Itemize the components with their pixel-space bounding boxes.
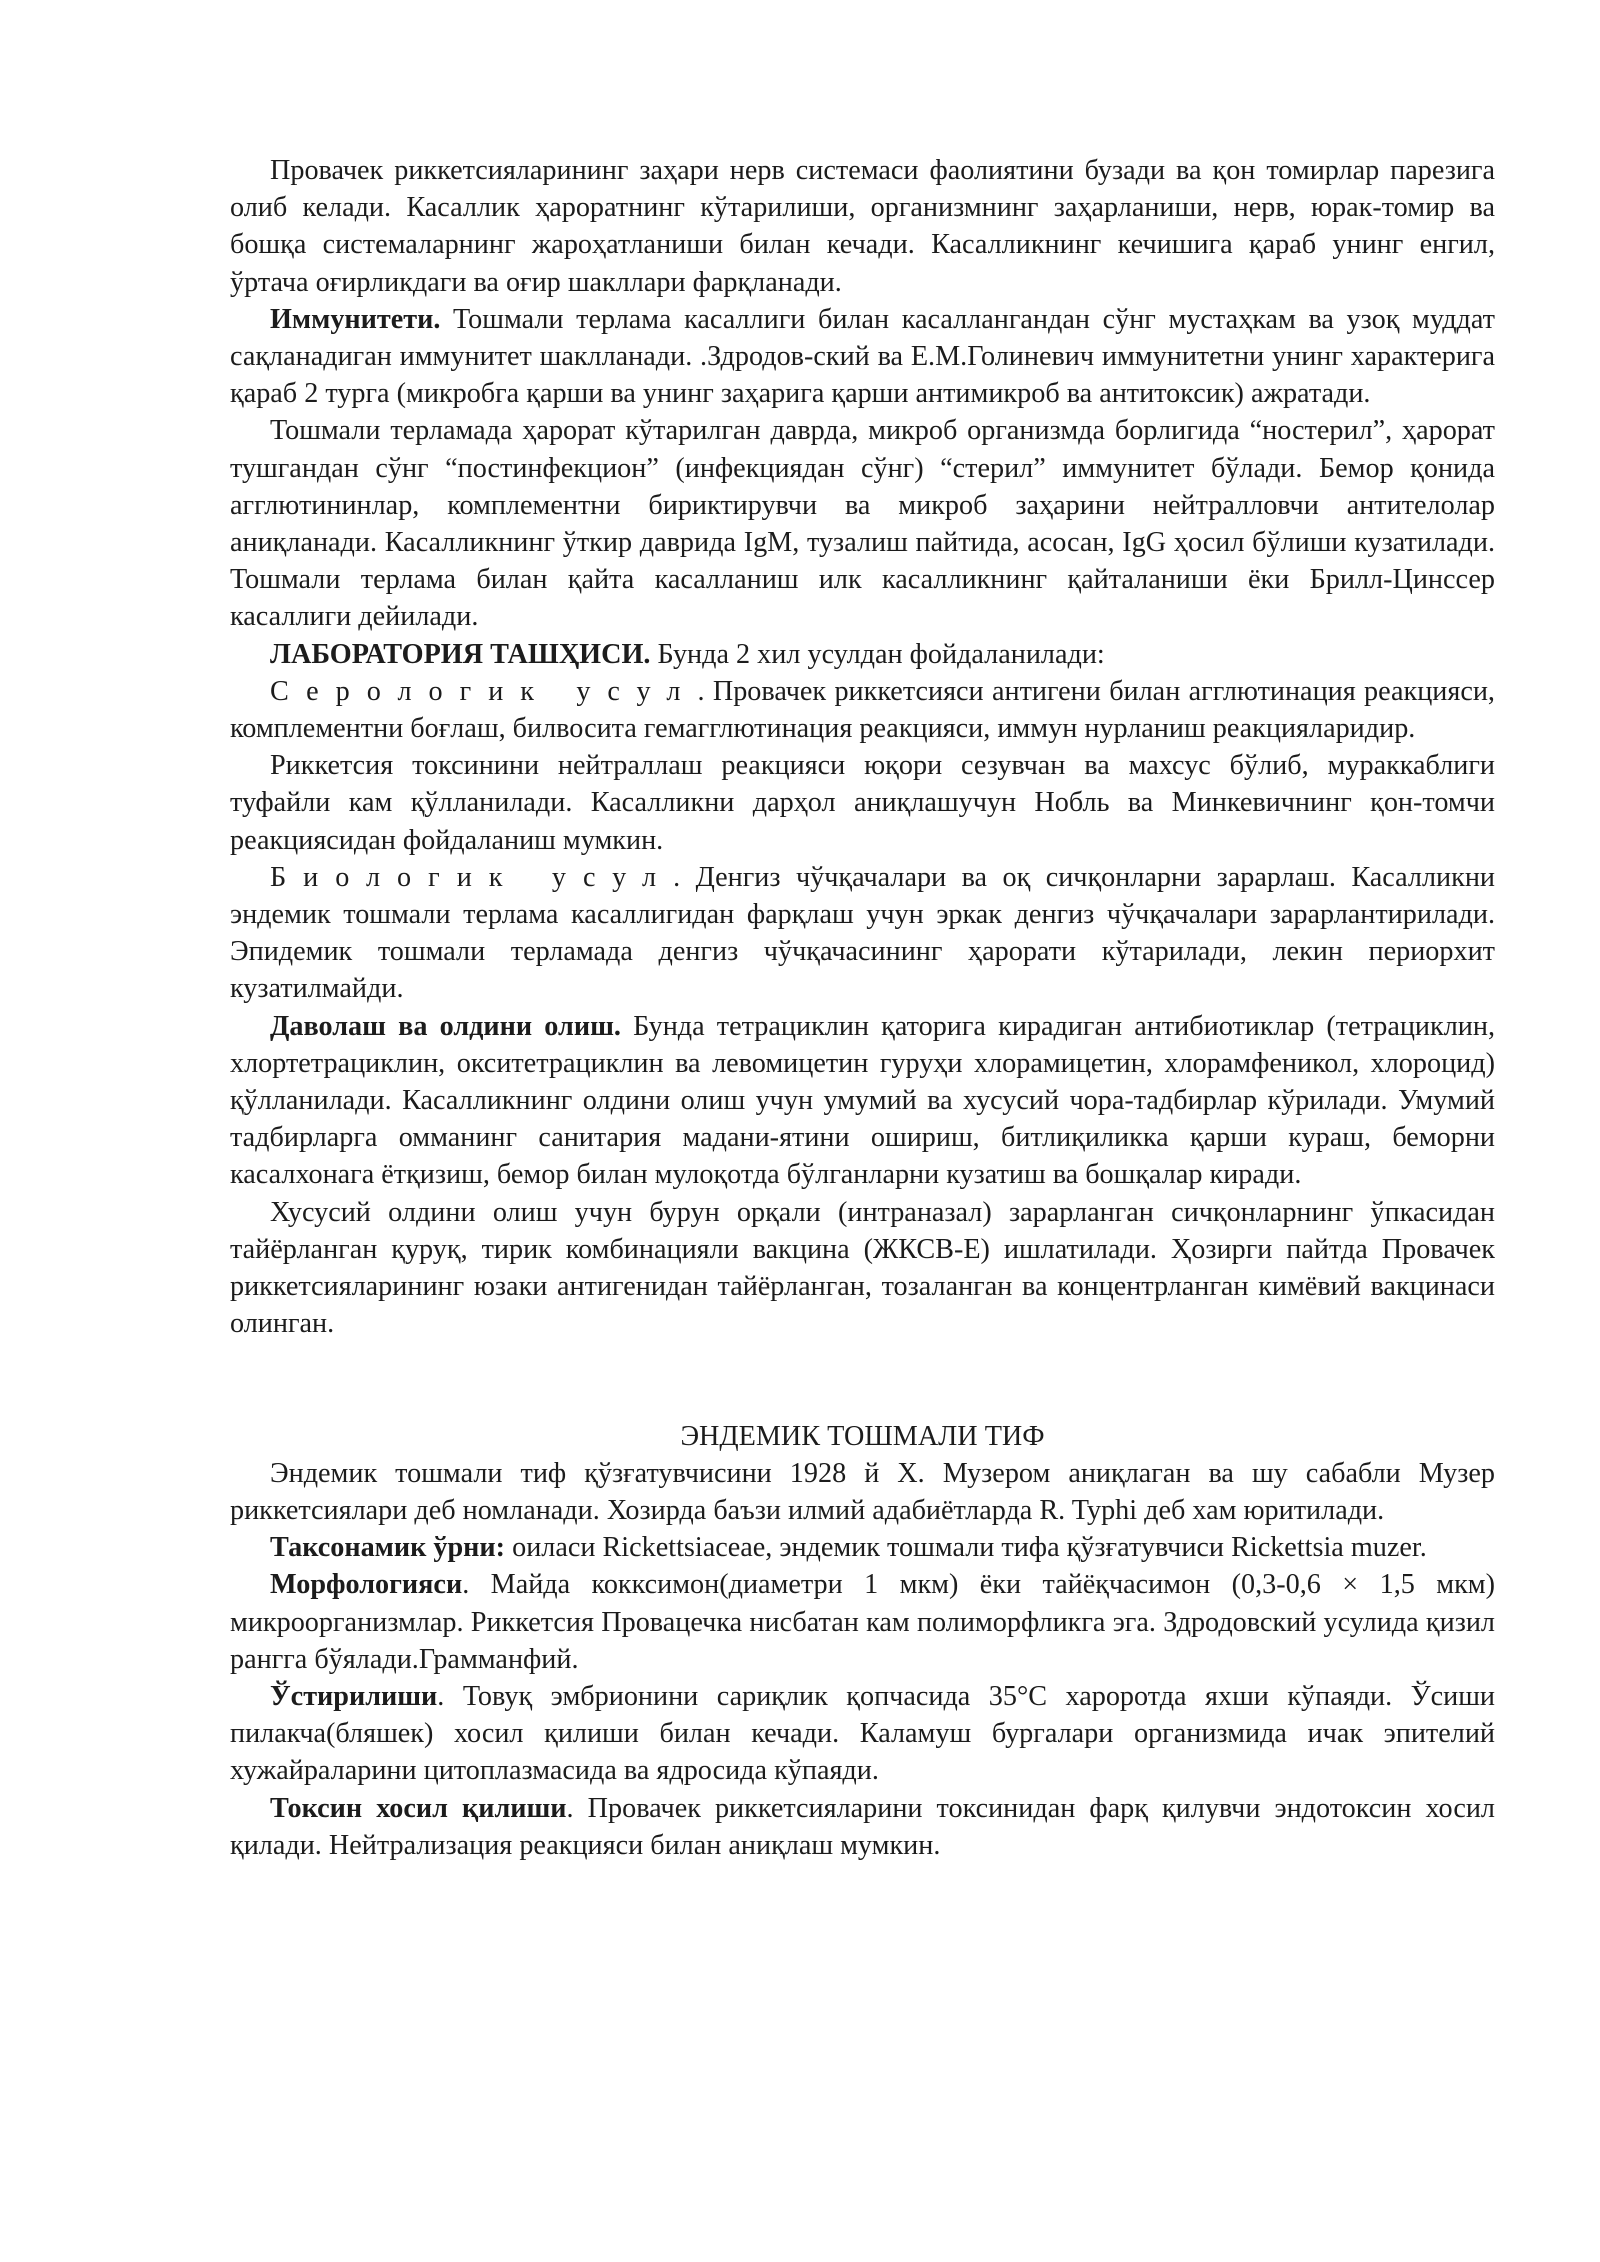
paragraph-serologic-method [230, 673, 1495, 747]
paragraph-treatment [230, 1008, 1495, 1194]
paragraph-text: Риккетсия токсинини нейтраллаш реакцияси юқори сезувчан ва махсус бўлиб, мураккаблиги туфайли кам қўлланилади. Касалликни дарҳол аниқлашучун Нобль ва Минкевичнинг қон-томчи реакциясидан фойдаланиш мумкин. [230, 750, 1495, 856]
paragraph-text: . Провачек риккетсияларини токсинидан фарқ қилувчи эндотоксин хосил қилади. Нейтрализация реакцияси билан аниқлаш мумкин. [230, 1792, 1495, 1861]
paragraph-text: Эндемик тошмали тиф қўзғатувчисини 1928 й Х. Музером аниқлаган ва шу сабабли Музер риккетсиялари деб номланади. Хозирда баъзи илмий адабиётларда R. Typhi деб хам юритилади. [230, 1457, 1495, 1526]
paragraph-text: . Товуқ эмбрионини сариқлик қопчасида 35°С хароротда яхши кўпаяди. Ўсиши пилакча(бляшек) хосил қилиши билан кечади. Каламуш бургалари организмида ичак эпителий хужайраларини цитоплазмасида ва ядросида кўпаяди. [230, 1680, 1495, 1787]
heading-biologic-method: Биологик усул [270, 861, 674, 893]
paragraph-lab-diagnosis [230, 636, 1495, 673]
paragraph-immunity [230, 301, 1495, 413]
paragraph-text: . Денгиз чўчқачалари ва оқ сичқонларни зарарлаш. Касалликни эндемик тошмали терлама касаллигидан фарқлаш учун эркак денгиз чўчқачалари зарарлантирилади. Эпидемик тошмали терламада денгиз чўчқачасининг ҳарорати кўтарилади, лекин периорхит кузатилмайди. [230, 861, 1495, 1005]
paragraph-text: Хусусий олдини олиш учун бурун орқали (интраназал) зарарланган сичқонларнинг ўпкасидан тайёрланган қуруқ, тирик комбинацияли вакцина (ЖКСВ-Е) ишлатилади. Ҳозирги пайтда Провачек риккетсияларининг юзаки антигенидан тайёрланган, тозаланган ва концентрланган кимёвий вакцинаси олинган. [230, 1196, 1495, 1340]
paragraph-immunity-types [230, 412, 1495, 635]
paragraph-text: Тошмали терлама касаллиги билан касаллангандан сўнг мустаҳкам ва узоқ муддат сақланадиган иммунитет шаклланади. .Здродов-ский ва Е.М.Голиневич иммунитетни унинг характерига қараб 2 турга (микробга қарши ва унинг заҳарига қарши антимикроб ва антитоксик) ажратади. [230, 303, 1495, 410]
paragraph-text: Тошмали терламада ҳарорат кўтарилган даврда, микроб организмда борлигида “ностерил”, ҳарорат тушгандан сўнг “постинфекцион” (инфекциядан сўнг) “стерил” иммунитет бўлади. Бемор қонида агглютининлар, комплементни бириктирувчи ва микроб заҳарини нейтралловчи антителолар аниқланади. Касалликнинг ўткир даврида IgM, тузалиш пайтида, асосан, IgG ҳосил бўлиши кузатилади. Тошмали терлама билан қайта касалланиш илк касалликнинг қайталаниши ёки Брилл-Цинссер касаллиги дейилади. [230, 415, 1495, 633]
paragraph-text: . Провачек риккетсияси антигени билан агглютинация реакцияси, комплементни боғлаш, билвосита гемагглютинация реакцияси, иммун нурланиш реакцияларидир. [230, 675, 1495, 745]
paragraph-toxin-production [230, 1790, 1495, 1864]
paragraph-text: . Майда кокксимон(диаметри 1 мкм) ёки тайёқчасимон (0,3-0,6 × 1,5 мкм) микроорганизмлар. Риккетсия Провацечка нисбатан кам полиморфликга эга. Здродовский усулида қизил рангга бўялади.Грамманфий. [230, 1569, 1495, 1675]
paragraph-specific-prevention [230, 1194, 1495, 1343]
paragraph-taxonomy [230, 1529, 1495, 1566]
heading-treatment: Даволаш ва олдини олиш. [270, 1010, 621, 1042]
heading-serologic-method: Серологик усул [270, 675, 698, 707]
paragraph-toxin-effects [230, 152, 1495, 301]
paragraph-text: оиласи Rickettsiaceae, эндемик тошмали тифа қўзғатувчиси Rickettsia muzer. [505, 1532, 1427, 1564]
paragraph-text: Бунда 2 хил усулдан фойдаланилади: [650, 638, 1105, 670]
section-title-text: ЭНДЕМИК ТОШМАЛИ ТИФ [680, 1420, 1045, 1452]
paragraph-text: Бунда тетрациклин қаторига кирадиган антибиотиклар (тетрациклин, хлортетрациклин, окситетрациклин ва левомицетин гуруҳи хлорамицетин, хлорамфеникол, хлороцид) қўлланилади. Касалликнинг олдини олиш учун умумий ва хусусий чора-тадбирлар кўрилади. Умумий тадбирларга омманинг санитария мадани-ятини ошириш, битлиқиликка қарши кураш, беморни касалхонага ётқизиш, бемор билан мулоқотда бўлганларни кузатиш ва бошқалар киради. [230, 1010, 1495, 1191]
heading-toxin-production: Токсин хосил қилиши [270, 1792, 567, 1824]
heading-lab-diagnosis: ЛАБОРАТОРИЯ ТАШҲИСИ. [270, 638, 651, 670]
paragraph-toxin-neutralization [230, 747, 1495, 859]
heading-cultivation: Ўстирилиши [270, 1680, 438, 1712]
paragraph-text: Провачек риккетсияларининг заҳари нерв системаси фаолиятини бузади ва қон томирлар парезига олиб келади. Касаллик ҳароратнинг кўтарилиши, организмнинг заҳарланиши, нерв, юрак-томир ва бошқа системаларнинг жароҳатланиши билан кечади. Касалликнинг кечишига қараб унинг енгил, ўртача оғирликдаги ва оғир шакллари фарқланади. [230, 155, 1495, 298]
section-title [230, 1418, 1495, 1455]
heading-taxonomy: Таксонамик ўрни: [270, 1532, 506, 1564]
paragraph-endemic-intro [230, 1455, 1495, 1529]
paragraph-biologic-method [230, 859, 1495, 1008]
heading-immunity: Иммунитети. [270, 303, 441, 335]
paragraph-morphology [230, 1566, 1495, 1678]
paragraph-cultivation [230, 1678, 1495, 1790]
heading-morphology: Морфологияси [270, 1569, 463, 1601]
